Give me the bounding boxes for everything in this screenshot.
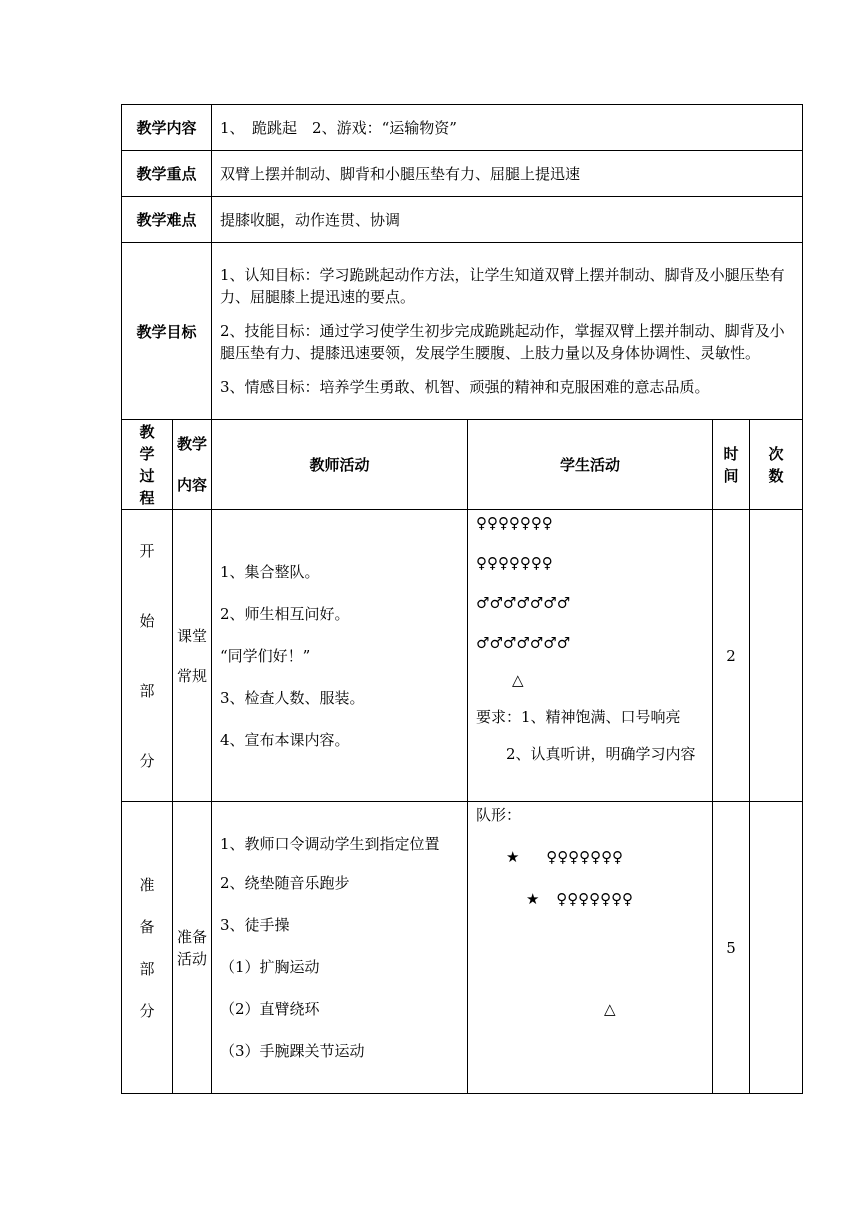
- count-prepare: [750, 802, 803, 1094]
- teacher-step: 1、教师口令调动学生到指定位置: [220, 835, 440, 853]
- content-line: 课堂: [177, 626, 208, 645]
- phase-prepare: [122, 802, 173, 1094]
- formation-female-row: ♀♀♀♀♀♀♀: [476, 514, 553, 532]
- row-goals: [122, 243, 803, 420]
- label-content: 教学内容: [122, 105, 212, 151]
- header-time-char: 时: [723, 444, 739, 463]
- teacher-step: （1）扩胸运动: [220, 958, 320, 976]
- header-process-char: 程: [139, 488, 155, 507]
- header-content-line: 内容: [177, 476, 208, 494]
- header-content: [173, 420, 212, 510]
- content-line: 活动: [177, 949, 208, 968]
- header-content-line: 教学: [177, 435, 208, 453]
- formation-male-row: ♂♂♂♂♂♂♂: [476, 594, 571, 612]
- header-student: 学生活动: [468, 420, 713, 510]
- row-key-points: [122, 151, 803, 197]
- teacher-step: （3）手腕踝关节运动: [220, 1042, 365, 1060]
- formation-title: 队形：: [476, 806, 522, 824]
- value-content: 1、 跪跳起 2、游戏：“运输物资”: [212, 105, 803, 151]
- label-difficulty: 教学难点: [122, 197, 212, 243]
- header-count-char: 次: [768, 444, 784, 463]
- phase-char: 部: [139, 681, 155, 700]
- header-process-char: 过: [139, 466, 155, 485]
- header-count: [750, 420, 803, 510]
- formation-male-row: ♂♂♂♂♂♂♂: [476, 634, 571, 652]
- value-key-points: 双臂上摆并制动、脚背和小腿压垫有力、屈腿上提迅速: [212, 151, 803, 197]
- content-line: 常规: [177, 666, 208, 685]
- formation-female-row: ♀♀♀♀♀♀♀: [546, 848, 624, 866]
- lesson-plan-table: [121, 104, 803, 1094]
- teacher-step: 3、徒手操: [220, 916, 290, 934]
- header-process-char: 教: [139, 422, 155, 441]
- phase-char: 始: [139, 611, 155, 630]
- phase-char: 分: [139, 1001, 155, 1020]
- header-process-char: 学: [139, 444, 155, 463]
- student-activity-prepare: [468, 802, 713, 1094]
- star-icon: ★: [526, 890, 540, 908]
- header-row: [122, 420, 803, 510]
- content-line: 准备: [177, 927, 208, 946]
- teacher-activity-start: [212, 510, 468, 802]
- phase-char: 分: [139, 751, 155, 770]
- row-content: [122, 105, 803, 151]
- requirement-1: 要求：1、精神饱满、口号响亮: [476, 708, 681, 726]
- content-prepare: [173, 802, 212, 1094]
- label-goals: 教学目标: [122, 243, 212, 420]
- header-time-char: 间: [723, 466, 739, 485]
- teacher-step: 3、检查人数、服装。: [220, 688, 365, 707]
- time-start: 2: [713, 510, 750, 802]
- time-prepare: 5: [713, 802, 750, 1094]
- goal-item: 3、情感目标：培养学生勇敢、机智、顽强的精神和克服困难的意志品质。: [220, 378, 710, 396]
- formation-row: [476, 846, 704, 868]
- teacher-step: 2、师生相互问好。: [220, 604, 350, 623]
- phase-char: 准: [139, 875, 155, 894]
- teacher-step: “同学们好！”: [220, 646, 311, 665]
- formation-female-row: ♀♀♀♀♀♀♀: [556, 890, 634, 908]
- star-icon: ★: [506, 848, 520, 866]
- teacher-step: 4、宣布本课内容。: [220, 730, 350, 749]
- row-difficulty: [122, 197, 803, 243]
- teacher-step: （2）直臂绕环: [220, 1000, 320, 1018]
- teacher-position-icon: △: [512, 671, 524, 689]
- section-prepare: [122, 802, 803, 1094]
- phase-char: 备: [139, 917, 155, 936]
- value-difficulty: 提膝收腿，动作连贯、协调: [212, 197, 803, 243]
- goals-list: [212, 243, 803, 420]
- header-process: [122, 420, 173, 510]
- section-start: [122, 510, 803, 802]
- teacher-position-icon: △: [604, 1000, 616, 1018]
- teacher-activity-prepare: [212, 802, 468, 1094]
- goal-item: 2、技能目标：通过学习使学生初步完成跪跳起动作，掌握双臂上摆并制动、脚背及小腿压垫有力、提膝迅速要领，发展学生腰腹、上肢力量以及身体协调性、灵敏性。: [220, 322, 785, 362]
- content-start: [173, 510, 212, 802]
- requirement-2: 2、认真听讲，明确学习内容: [476, 745, 696, 763]
- header-teacher: 教师活动: [212, 420, 468, 510]
- formation-row: [476, 888, 704, 910]
- formation-female-row: ♀♀♀♀♀♀♀: [476, 554, 553, 572]
- header-count-char: 数: [768, 466, 784, 485]
- goal-item: 1、认知目标：学习跪跳起动作方法，让学生知道双臂上摆并制动、脚背及小腿压垫有力、屈腿膝上提迅速的要点。: [220, 266, 785, 306]
- count-start: [750, 510, 803, 802]
- teacher-step: 2、绕垫随音乐跑步: [220, 874, 350, 892]
- phase-char: 部: [139, 959, 155, 978]
- phase-start: [122, 510, 173, 802]
- label-key-points: 教学重点: [122, 151, 212, 197]
- header-time: [713, 420, 750, 510]
- phase-char: 开: [139, 541, 155, 560]
- student-activity-start: [468, 510, 713, 802]
- teacher-step: 1、集合整队。: [220, 562, 320, 581]
